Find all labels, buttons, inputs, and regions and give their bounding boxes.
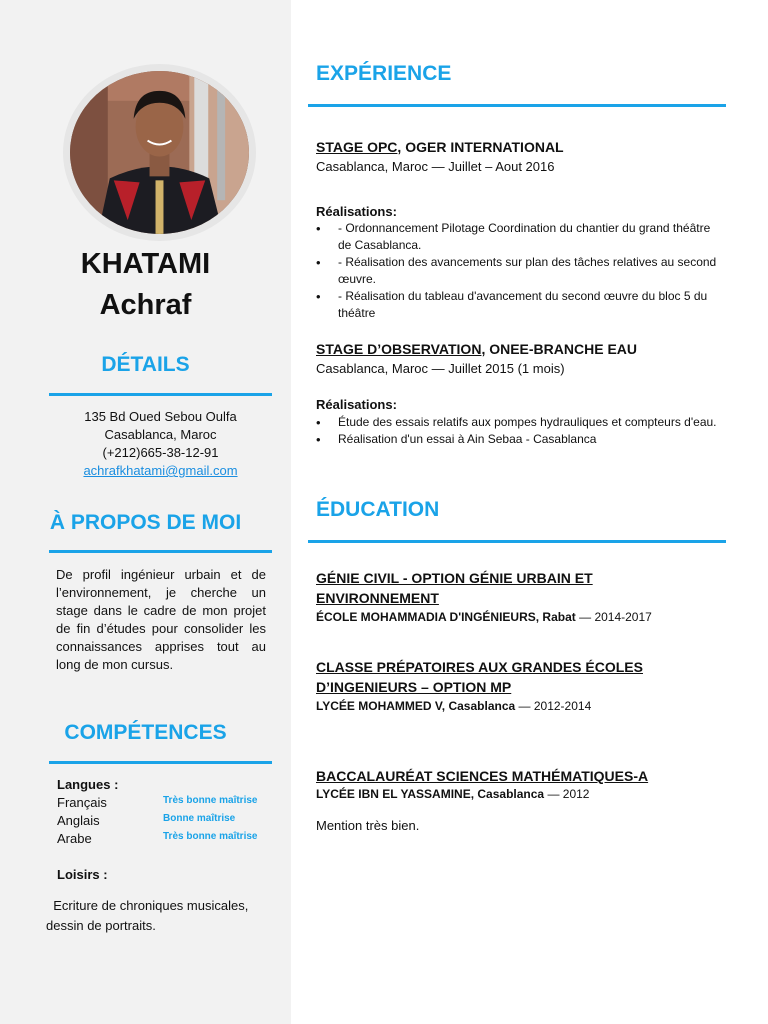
degree-title — [316, 657, 716, 697]
details-divider — [49, 393, 272, 396]
school-label: LYCÉE MOHAMMED V, Casablanca — [316, 699, 516, 713]
last-name: Achraf — [99, 289, 192, 321]
degree-title — [316, 766, 716, 786]
degree-title-line: BACCALAURÉAT SCIENCES MATHÉMATIQUES-A — [316, 768, 649, 784]
job-company: , ONEE-BRANCHE EAU — [481, 341, 638, 357]
details-block — [49, 408, 272, 480]
school-years: — 2012-2014 — [518, 699, 592, 713]
portrait-image — [70, 71, 249, 234]
degree-title-line: CLASSE PRÉPATOIRES AUX GRANDES ÉCOLES — [316, 659, 643, 675]
list-item: • Réalisation d'un essai à Ain Sebaa - Casablanca — [316, 431, 726, 448]
degree-title-line: ENVIRONNEMENT — [316, 590, 439, 606]
language-row — [57, 795, 272, 813]
school-name — [316, 787, 589, 801]
skills-divider — [49, 761, 272, 764]
profile-photo — [70, 71, 249, 234]
achievements-label: Réalisations: — [316, 397, 397, 412]
language-level: Bonne maîtrise — [163, 813, 236, 824]
list-item: • - Ordonnancement Pilotage Coordination du chantier du grand théâtre de Casablanca. — [316, 220, 726, 254]
language-name: Français — [57, 795, 107, 810]
school-years: — 2014-2017 — [579, 610, 652, 624]
school-years: — 2012 — [547, 787, 590, 801]
first-name: KHATAMI — [80, 248, 211, 280]
about-divider — [49, 550, 272, 553]
degree-title-line: GÉNIE CIVIL - OPTION GÉNIE URBAIN ET — [316, 570, 593, 586]
hobbies-content: Ecriture de chroniques musicales, dessin de portraits. — [46, 898, 249, 933]
profile-photo-frame — [63, 64, 256, 241]
skills-title: COMPÉTENCES — [64, 721, 227, 744]
about-title: À PROPOS DE MOI — [49, 511, 242, 534]
education-title: ÉDUCATION — [316, 498, 440, 521]
language-name: Anglais — [57, 813, 100, 828]
achievements-list — [316, 414, 726, 448]
language-row — [57, 831, 272, 849]
email-link[interactable]: achrafkhatami@gmail.com — [83, 463, 238, 478]
language-name: Arabe — [57, 831, 92, 846]
job-title — [316, 139, 564, 155]
address-line-1: 135 Bd Oued Sebou Oulfa — [84, 409, 237, 424]
mention-text: Mention très bien. — [316, 818, 420, 833]
job-company: , OGER INTERNATIONAL — [397, 139, 564, 155]
job-title — [316, 341, 637, 357]
degree-title — [316, 568, 716, 608]
experience-title: EXPÉRIENCE — [316, 62, 452, 85]
list-item: • Étude des essais relatifs aux pompes hydrauliques et compteurs d'eau. — [316, 414, 726, 431]
address-line-2: Casablanca, Maroc — [104, 427, 217, 442]
school-name — [316, 699, 591, 713]
hobbies-text — [46, 896, 272, 936]
school-label: LYCÉE IBN EL YASSAMINE, Casablanca — [316, 787, 545, 801]
phone-number: (+212)665-38-12-91 — [102, 445, 219, 460]
job-role: STAGE OPC — [316, 139, 398, 155]
degree-title-line: D’INGENIEURS – OPTION MP — [316, 679, 512, 695]
job-subtitle: Casablanca, Maroc — Juillet – Aout 2016 — [316, 159, 555, 174]
list-item: • - Réalisation du tableau d'avancement du second œuvre du bloc 5 du théâtre — [316, 288, 726, 322]
achievements-label: Réalisations: — [316, 204, 397, 219]
languages-label: Langues : — [57, 777, 119, 792]
school-label: ÉCOLE MOHAMMADIA D'INGÉNIEURS, Rabat — [316, 610, 576, 624]
language-level: Très bonne maîtrise — [163, 831, 258, 842]
details-title: DÉTAILS — [101, 353, 190, 376]
about-text: De profil ingénieur urbain et de l’environnement, je cherche un stage dans le cadre de mon projet de fin d’études pour consolider les connaissances apprises tout au long de mon cursus. — [56, 567, 266, 672]
achievements-list — [316, 220, 726, 322]
list-item: • - Réalisation des avancements sur plan des tâches relatives au second œuvre. — [316, 254, 726, 288]
school-name — [316, 610, 652, 624]
experience-divider — [308, 104, 726, 107]
hobbies-label: Loisirs : — [57, 867, 108, 882]
language-level: Très bonne maîtrise — [163, 795, 258, 806]
language-row — [57, 813, 272, 831]
job-role: STAGE D’OBSERVATION — [316, 341, 482, 357]
education-divider — [308, 540, 726, 543]
job-subtitle: Casablanca, Maroc — Juillet 2015 (1 mois) — [316, 361, 565, 376]
